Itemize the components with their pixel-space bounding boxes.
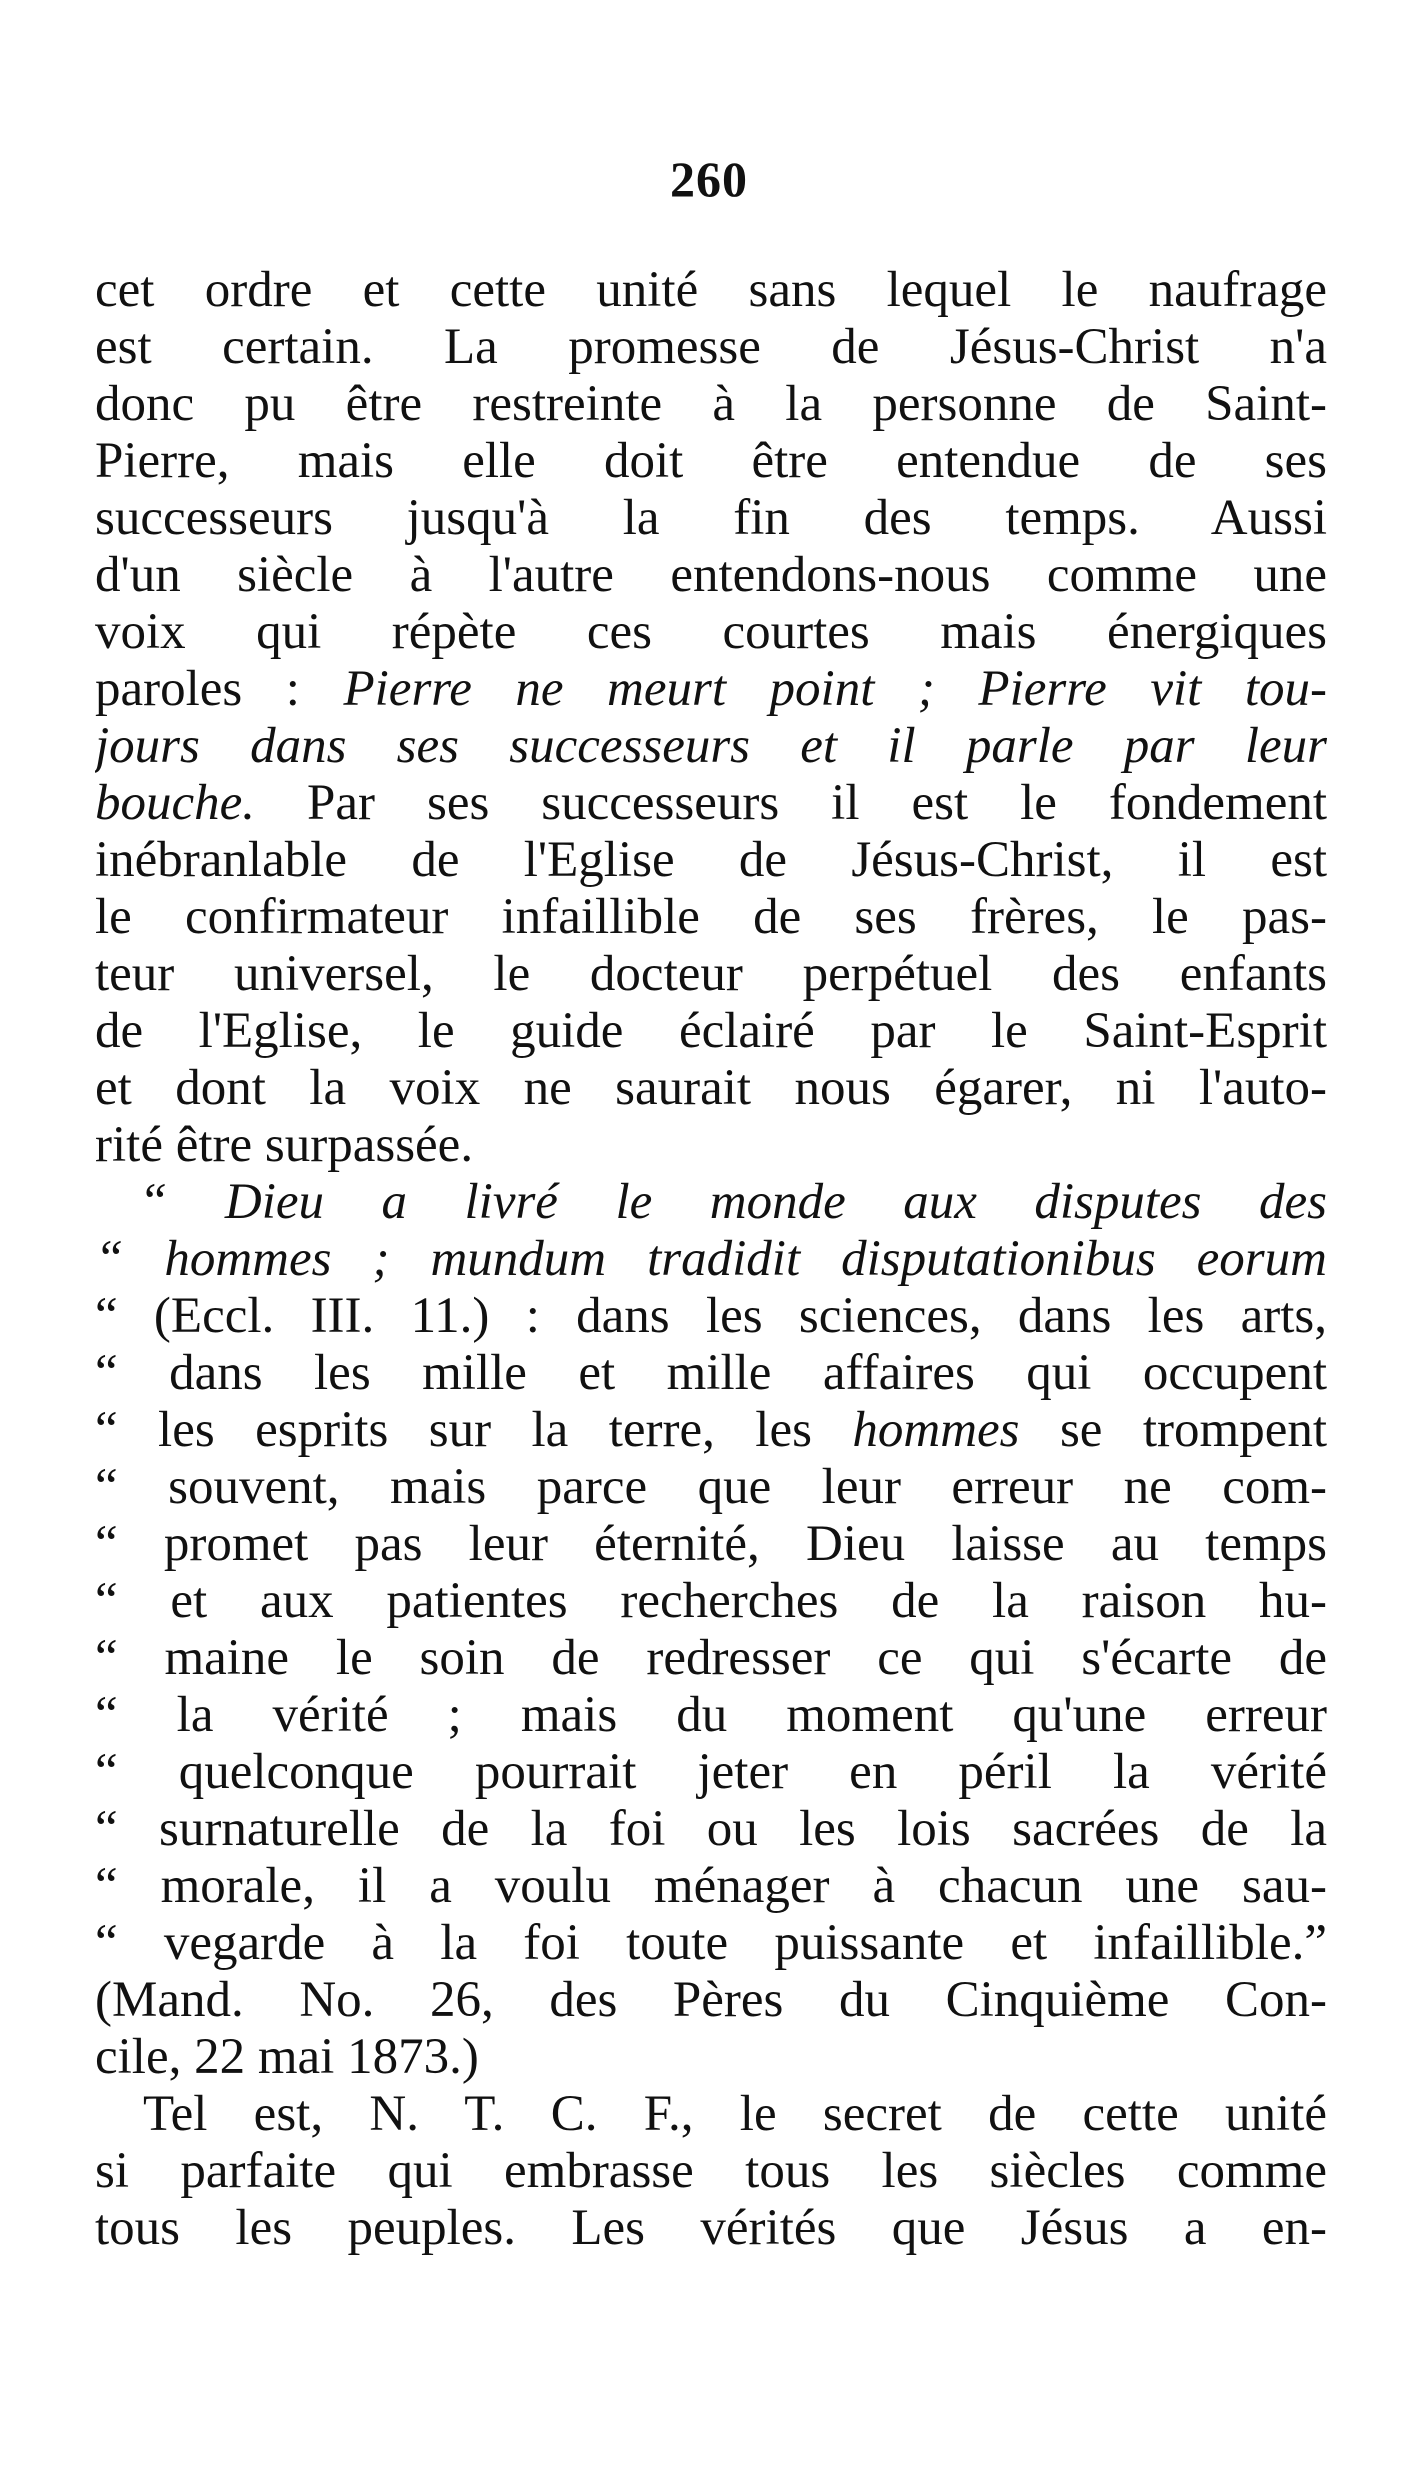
text-line-main: “ vegarde à la foi toute puissante et infaillible.” <box>95 1915 1327 1971</box>
text-line <box>95 2143 1327 2200</box>
text-line-main: le confirmateur infaillible de ses frères, le pas- <box>95 889 1327 945</box>
text-line-main: “ surnaturelle de la foi ou les lois sacrées de la <box>95 1801 1327 1857</box>
text-line-main: “ les esprits sur la terre, les <box>95 1402 812 1458</box>
page-number: 260 <box>670 151 748 207</box>
text-line-italic: Pierre ne meurt point ; Pierre vit tou- <box>299 661 1327 717</box>
text-line <box>95 604 1327 661</box>
text-line-main: “ quelconque pourrait jeter en péril la vérité <box>95 1744 1327 1800</box>
text-line-main: “ hommes ; mundum tradidit disputationibus eorum <box>95 1231 1327 1287</box>
text-line-main: cile, 22 mai 1873.) <box>95 2029 479 2085</box>
text-line <box>95 1288 1327 1345</box>
text-line-main: de l'Eglise, le guide éclairé par le Saint-Esprit <box>95 1003 1327 1059</box>
text-line <box>95 1003 1327 1060</box>
text-line <box>95 490 1327 547</box>
text-line-italic: hommes <box>811 1402 1020 1458</box>
text-line-main: “ dans les mille et mille affaires qui occupent <box>95 1345 1327 1401</box>
text-line <box>95 433 1327 490</box>
text-line-main: “ et aux patientes recherches de la raison hu- <box>95 1573 1327 1629</box>
text-line-main: (Mand. No. 26, des Pères du Cinquième Con- <box>95 1972 1327 2028</box>
text-line <box>95 1060 1327 1117</box>
text-line <box>95 2200 1327 2257</box>
text-line-main: inébranlable de l'Eglise de Jésus-Christ, il est <box>95 832 1327 888</box>
text-line-main: rité être surpassée. <box>95 1117 474 1173</box>
text-line <box>95 1744 1327 1801</box>
text-line <box>95 889 1327 946</box>
text-line <box>95 2086 1327 2143</box>
text-line <box>95 1573 1327 1630</box>
text-line-main: d'un siècle à l'autre entendons-nous comme une <box>95 547 1327 603</box>
text-line-main: “ la vérité ; mais du moment qu'une erreur <box>95 1687 1327 1743</box>
text-line-main: successeurs jusqu'à la fin des temps. Aussi <box>95 490 1327 546</box>
text-line-main: voix qui répète ces courtes mais énergiques <box>95 604 1327 660</box>
text-line-normal: Par ses successeurs il est le fondement <box>255 775 1327 831</box>
text-line <box>95 376 1327 433</box>
text-line <box>95 1345 1327 1402</box>
text-line-main: donc pu être restreinte à la personne de Saint- <box>95 376 1327 432</box>
text-line <box>95 1858 1327 1915</box>
text-line <box>95 1402 1327 1459</box>
text-line <box>95 661 1327 718</box>
text-line-main: Pierre, mais elle doit être entendue de ses <box>95 433 1327 489</box>
text-line <box>95 1516 1327 1573</box>
text-line-main: “ Dieu a livré le monde aux disputes des <box>139 1174 1327 1230</box>
text-line-main: “ promet pas leur éternité, Dieu laisse au temps <box>95 1516 1327 1572</box>
text-line-main: paroles : <box>95 661 300 717</box>
text-line-main: “ morale, il a voulu ménager à chacun une sau- <box>95 1858 1327 1914</box>
text-line-main: est certain. La promesse de Jésus-Christ n'a <box>95 319 1327 375</box>
body-text <box>95 262 1327 2257</box>
text-line-main: “ souvent, mais parce que leur erreur ne com- <box>95 1459 1327 1515</box>
text-line-main: tous les peuples. Les vérités que Jésus a en- <box>95 2200 1327 2256</box>
text-line <box>95 1972 1327 2029</box>
text-line-main: teur universel, le docteur perpétuel des enfants <box>95 946 1327 1002</box>
text-line <box>95 718 1327 775</box>
text-line <box>95 262 1327 319</box>
text-line-main: “ maine le soin de redresser ce qui s'écarte de <box>95 1630 1327 1686</box>
text-line <box>95 946 1327 1003</box>
text-line-main: bouche. <box>95 775 256 831</box>
text-line-main: si parfaite qui embrasse tous les siècles comme <box>95 2143 1327 2199</box>
text-line-main: Tel est, N. T. C. F., le secret de cette unité <box>143 2086 1327 2142</box>
text-line <box>95 1174 1327 1231</box>
text-line <box>95 1915 1327 1972</box>
text-line <box>95 1801 1327 1858</box>
text-line <box>95 1630 1327 1687</box>
text-line <box>95 1231 1327 1288</box>
text-line <box>95 832 1327 889</box>
text-line <box>95 2029 1327 2086</box>
text-line <box>95 319 1327 376</box>
text-line <box>95 1687 1327 1744</box>
text-line-main: cet ordre et cette unité sans lequel le naufrage <box>95 262 1327 318</box>
text-line <box>95 547 1327 604</box>
text-line-main: et dont la voix ne saurait nous égarer, ni l'auto- <box>95 1060 1327 1116</box>
text-line <box>95 1459 1327 1516</box>
text-line-main: jours dans ses successeurs et il parle par leur <box>95 718 1327 774</box>
text-line <box>95 775 1327 832</box>
text-line-normal: se trompent <box>1019 1402 1327 1458</box>
text-line <box>95 1117 1327 1174</box>
text-line-main: “ (Eccl. III. 11.) : dans les sciences, dans les arts, <box>95 1288 1327 1344</box>
